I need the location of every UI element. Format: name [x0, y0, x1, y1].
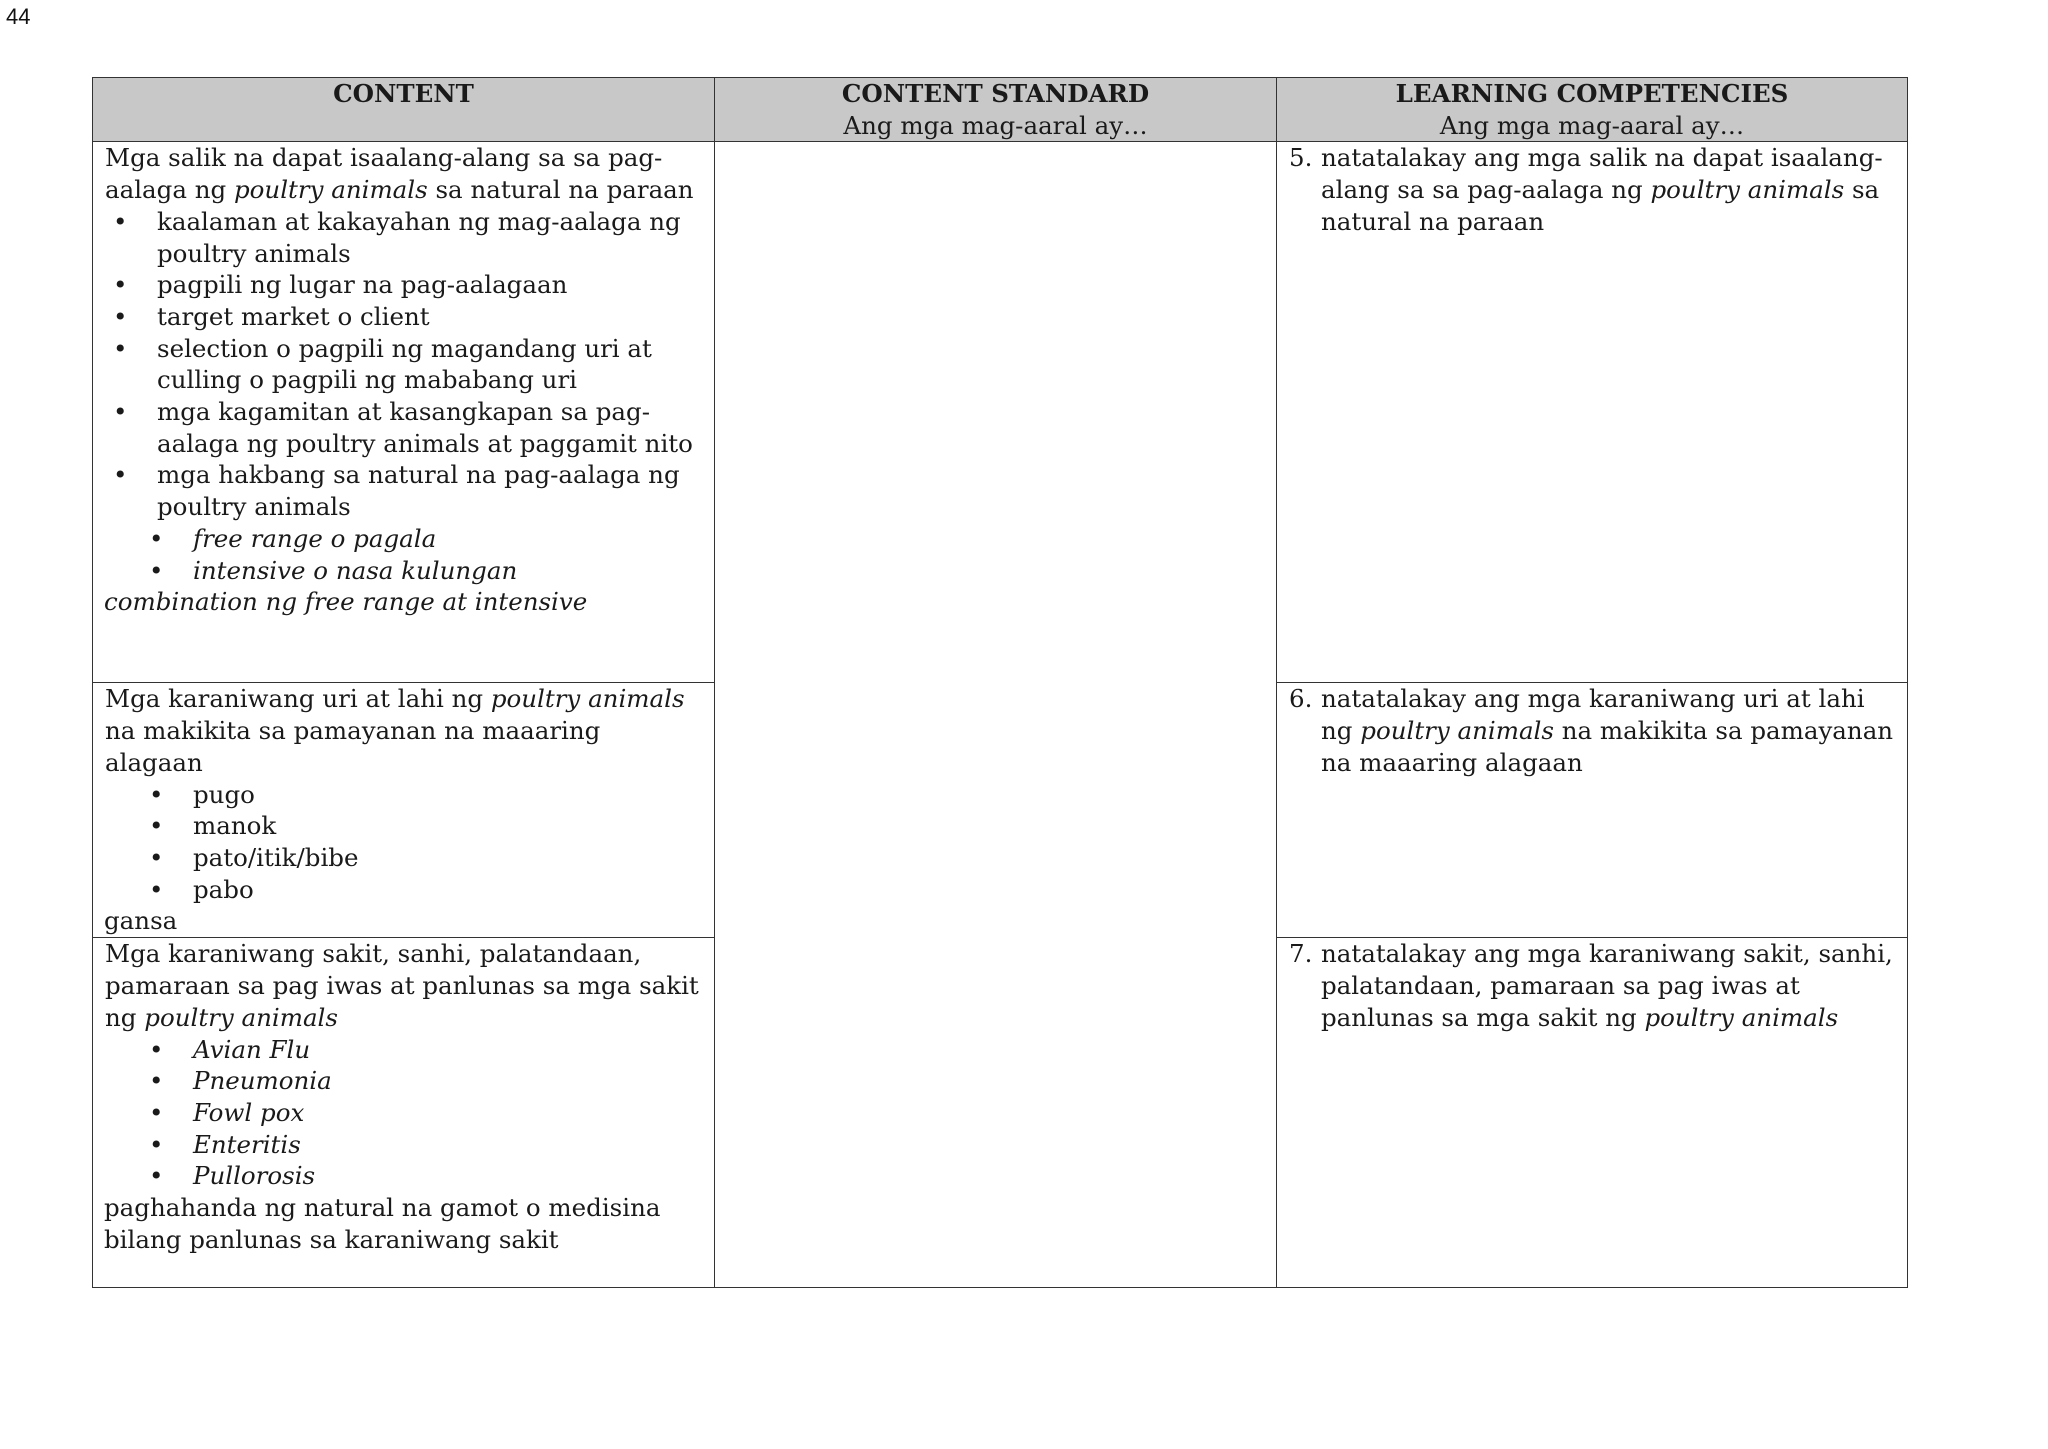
curriculum-table — [92, 77, 1908, 1288]
content-cell — [93, 938, 715, 1288]
table-header-row — [93, 78, 1908, 142]
list-item: • target market o client — [105, 301, 702, 333]
list-item: • pugo — [105, 779, 702, 811]
competency-number: 7. — [1289, 939, 1313, 969]
list-item: • pato/itik/bibe — [105, 842, 702, 874]
header-content-standard — [715, 78, 1277, 142]
list-item: • Fowl pox — [105, 1097, 702, 1129]
list-item: • Pullorosis — [105, 1160, 702, 1192]
list-item: • pagpili ng lugar na pag-aalagaan — [105, 269, 702, 301]
list-item: • pabo — [105, 874, 702, 906]
content-standard-cell — [715, 142, 1277, 1288]
content-cell — [93, 683, 715, 938]
header-learning-competencies — [1277, 78, 1908, 142]
competency-cell — [1277, 938, 1908, 1288]
content-outro: combination ng free range at intensive — [104, 587, 588, 617]
header-content-title: CONTENT — [333, 79, 474, 108]
content-cell — [93, 142, 715, 683]
content-outro: paghahanda ng natural na gamot o medisina bilang panlunas sa karaniwang sakit — [104, 1193, 661, 1254]
list-item: • intensive o nasa kulungan — [105, 555, 702, 587]
list-item: • kaalaman at kakayahan ng mag-aalaga ng poultry animals — [105, 206, 702, 269]
competency-number: 6. — [1289, 684, 1313, 714]
competency-item: 7. natatalakay ang mga karaniwang sakit, sanhi, palatandaan, pamaraan sa pag iwas at panlunas sa mga sakit ng poultry animals — [1289, 939, 1893, 1032]
list-item: • Enteritis — [105, 1129, 702, 1161]
competency-item: 5. natatalakay ang mga salik na dapat isaalang-alang sa sa pag-aalaga ng poultry animals sa natural na paraan — [1289, 143, 1883, 236]
content-intro: Mga karaniwang sakit, sanhi, palatandaan, pamaraan sa pag iwas at panlunas sa mga sakit ng poultry animals — [105, 939, 699, 1032]
competency-number: 5. — [1289, 143, 1313, 173]
header-competencies-subtitle: Ang mga mag-aaral ay… — [1439, 110, 1745, 140]
list-item: • Avian Flu — [105, 1034, 702, 1066]
content-sub-bullet-list — [105, 523, 702, 586]
table-row — [93, 142, 1908, 683]
list-item: • manok — [105, 810, 702, 842]
content-intro: Mga salik na dapat isaalang-alang sa sa pag-aalaga ng poultry animals sa natural na paraan — [105, 143, 694, 205]
list-item: • free range o pagala — [105, 523, 702, 555]
content-bullet-list — [105, 1034, 702, 1193]
header-competencies-title: LEARNING COMPETENCIES — [1395, 79, 1789, 108]
content-outro: gansa — [104, 906, 178, 936]
competency-item: 6. natatalakay ang mga karaniwang uri at lahi ng poultry animals na makikita sa pamayanan na maaaring alagaan — [1289, 684, 1894, 777]
list-item: • Pneumonia — [105, 1065, 702, 1097]
header-standard-title: CONTENT STANDARD — [841, 79, 1150, 108]
content-bullet-list — [105, 206, 702, 523]
header-standard-subtitle: Ang mga mag-aaral ay… — [843, 110, 1148, 140]
list-item: • mga hakbang sa natural na pag-aalaga ng poultry animals — [105, 459, 702, 522]
competency-cell — [1277, 142, 1908, 683]
list-item: • mga kagamitan at kasangkapan sa pag-aalaga ng poultry animals at paggamit nito — [105, 396, 702, 459]
content-bullet-list — [105, 779, 702, 906]
competency-cell — [1277, 683, 1908, 938]
content-intro: Mga karaniwang uri at lahi ng poultry animals na makikita sa pamayanan na maaaring alagaan — [105, 684, 685, 777]
page-number: 44 — [6, 4, 31, 29]
header-content — [93, 78, 715, 142]
list-item: • selection o pagpili ng magandang uri at culling o pagpili ng mababang uri — [105, 333, 702, 396]
